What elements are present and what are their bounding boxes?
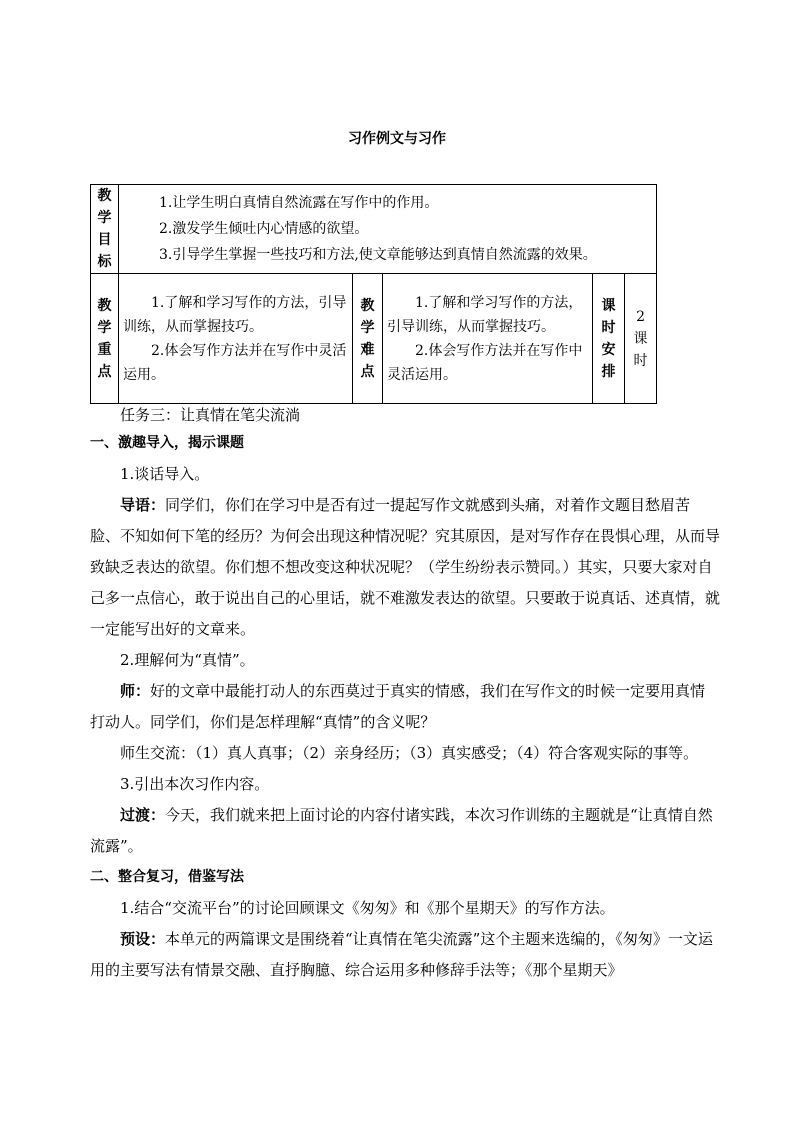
section-heading: 一、激趣导入，揭示课题 [90,435,244,451]
focus-cell [119,274,353,404]
preset-label: 预设： [120,930,166,948]
focus-label: 教 学 重 点 [91,274,119,404]
lesson-plan-table [90,184,657,404]
paragraph: 师：好的文章中最能打动人的东西莫过于真实的情感，我们在写作文的时候一定要用真情打动人。同学们，你们是怎样理解“真情”的含义呢？ [90,682,706,731]
goal-item: 3.引导学生掌握一些技巧和方法,使文章能够达到真情自然流露的效果。 [159,247,597,263]
paragraph: 2.理解何为“真情”。 [120,651,255,669]
paragraph: 1.结合“交流平台”的讨论回顾课文《匆匆》和《那个星期天》的写作方法。 [120,899,615,917]
section-heading: 二、整合复习，借鉴写法 [90,869,244,885]
intro-label: 导语： [120,496,166,514]
teacher-label: 师： [120,682,151,700]
schedule-label: 课 时 安 排 [593,274,625,404]
difficulty-cell [383,274,593,404]
focus-item: 2.体会写作方法并在写作中灵活运用。 [123,342,347,383]
paragraph: 1.谈话导入。 [120,465,210,483]
goals-cell [119,185,657,274]
difficulty-item: 2.体会写作方法并在写作中灵活运用。 [387,342,583,383]
focus-item: 1.了解和学习写作的方法，引导训练，从而掌握技巧。 [123,294,347,335]
goal-item: 2.激发学生倾吐内心情感的欲望。 [159,221,369,237]
difficulty-item: 1.了解和学习写作的方法，引导训练，从而掌握技巧。 [387,294,583,335]
paragraph: 过渡：今天，我们就来把上面讨论的内容付诸实践，本次习作训练的主题就是“让真情自然流露”。 [90,806,713,855]
page-title: 习作例文与习作 [348,131,446,147]
task-line: 任务三：让真情在笔尖流淌 [120,406,301,424]
paragraph: 预设：本单元的两篇课文是围绕着“让真情在笔尖流露”这个主题来选编的，《匆匆》一文运用的主要写法有情景交融、直抒胸臆、综合运用多种修辞手法等；《那个星期天》 [90,930,713,979]
transition-label: 过渡： [120,806,166,824]
goal-item: 1.让学生明白真情自然流露在写作中的作用。 [159,195,439,211]
goals-label: 教 学 目 标 [91,185,119,274]
difficulty-label: 教 学 难 点 [353,274,383,404]
paragraph: 导语：同学们，你们在学习中是否有过一提起写作文就感到头痛，对着作文题目愁眉苦脸、不知如何下笔的经历？为何会出现这种情况呢？究其原因，是对写作存在畏惧心理，从而导致缺乏表达的欲望。你们想不想改变这种状况呢？（学生纷纷表示赞同。）其实，只要大家对自己多一点信心，敢于说出自己的心里话，就不难激发表达的欲望。只要敢于说真话、述真情，就一定能写出好的文章来。 [90,496,721,638]
paragraph: 3.引出本次习作内容。 [120,775,270,793]
lesson-body [90,402,720,986]
hours-cell: 2 课 时 [625,274,657,404]
paragraph: 师生交流：（1）真人真事；（2）亲身经历；（3）真实感受；（4）符合客观实际的事等。 [120,744,699,762]
